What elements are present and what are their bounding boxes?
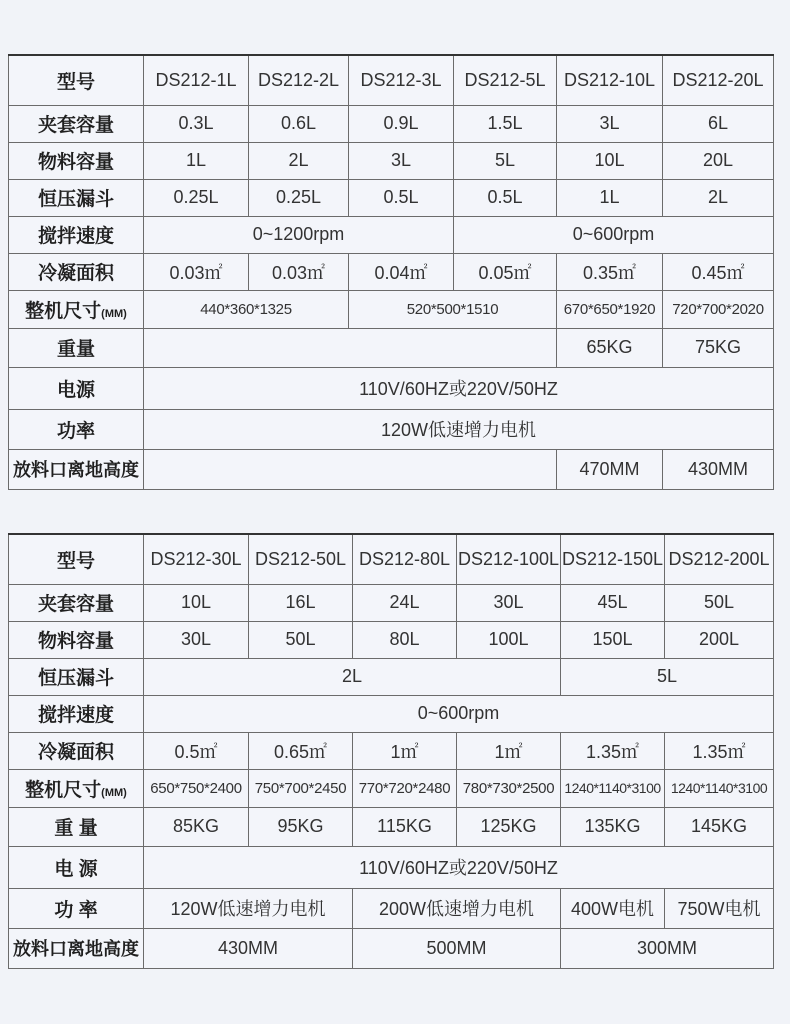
condense-area-label: 冷凝面积 [9,253,144,290]
value-cell: 0.35㎡ [557,253,663,290]
value-cell: 0.6L [249,105,349,142]
value-cell: 20L [663,142,774,179]
value-cell: 95KG [249,807,353,846]
value-cell: 16L [249,584,353,621]
value-cell: 1㎡ [353,732,457,769]
outlet-height-row [9,449,774,489]
funnel-label: 恒压漏斗 [9,658,144,695]
value-cell: 110V/60HZ或220V/50HZ [144,367,774,409]
power-supply-label: 电源 [9,367,144,409]
value-cell: 2L [663,179,774,216]
dimensions-row [9,290,774,328]
value-cell: 0.45㎡ [663,253,774,290]
model-cell: DS212-100L [457,534,561,584]
value-cell: 750W电机 [665,888,774,928]
value-cell: 780*730*2500 [457,769,561,807]
value-cell: 10L [557,142,663,179]
value-cell: 50L [249,621,353,658]
stir-speed-row [9,695,774,732]
model-cell: DS212-80L [353,534,457,584]
outlet-height-label: 放料口离地高度 [9,449,144,489]
value-cell: 670*650*1920 [557,290,663,328]
value-cell: 30L [457,584,561,621]
value-cell: 0.04㎡ [349,253,454,290]
value-cell [144,449,557,489]
outlet-height-label: 放料口离地高度 [9,928,144,968]
value-cell: 1L [557,179,663,216]
model-cell: DS212-2L [249,55,349,105]
value-cell: 3L [349,142,454,179]
value-cell: 0~1200rpm [144,216,454,253]
value-cell: 0.65㎡ [249,732,353,769]
value-cell: 300MM [561,928,774,968]
model-cell: DS212-5L [454,55,557,105]
value-cell: 30L [144,621,249,658]
power-supply-label: 电 源 [9,846,144,888]
value-cell: 0.25L [249,179,349,216]
value-cell: 0.3L [144,105,249,142]
value-cell: 430MM [663,449,774,489]
value-cell: 5L [454,142,557,179]
dimensions-label-text: 整机尺寸 [25,300,102,322]
value-cell: 1.35㎡ [561,732,665,769]
weight-row [9,807,774,846]
dimensions-unit: (MM) [101,786,127,799]
value-cell: 430MM [144,928,353,968]
model-cell: DS212-1L [144,55,249,105]
value-cell: 1㎡ [457,732,561,769]
value-cell: 125KG [457,807,561,846]
dimensions-label-text: 整机尺寸 [25,779,102,801]
value-cell: 45L [561,584,665,621]
model-cell: DS212-150L [561,534,665,584]
value-cell: 10L [144,584,249,621]
value-cell: 400W电机 [561,888,665,928]
value-cell: 135KG [561,807,665,846]
power-row [9,888,774,928]
model-cell: DS212-10L [557,55,663,105]
value-cell: 1.5L [454,105,557,142]
outlet-height-row [9,928,774,968]
value-cell: 65KG [557,328,663,367]
jacket-capacity-row [9,584,774,621]
value-cell: 75KG [663,328,774,367]
value-cell: 720*700*2020 [663,290,774,328]
model-row [9,55,774,105]
value-cell: 750*700*2450 [249,769,353,807]
power-supply-row [9,367,774,409]
value-cell: 5L [561,658,774,695]
value-cell: 0.25L [144,179,249,216]
value-cell: 24L [353,584,457,621]
stir-speed-row [9,216,774,253]
value-cell: 110V/60HZ或220V/50HZ [144,846,774,888]
jacket-capacity-label: 夹套容量 [9,105,144,142]
material-capacity-label: 物料容量 [9,142,144,179]
value-cell: 770*720*2480 [353,769,457,807]
value-cell: 6L [663,105,774,142]
funnel-row [9,179,774,216]
value-cell: 150L [561,621,665,658]
value-cell: 3L [557,105,663,142]
weight-label: 重量 [9,328,144,367]
model-cell: DS212-50L [249,534,353,584]
power-label: 功 率 [9,888,144,928]
value-cell: 0~600rpm [454,216,774,253]
value-cell: 0.9L [349,105,454,142]
model-cell: DS212-3L [349,55,454,105]
value-cell: 0.03㎡ [249,253,349,290]
model-row [9,534,774,584]
value-cell: 500MM [353,928,561,968]
spec-table-2 [8,533,774,969]
jacket-capacity-label: 夹套容量 [9,584,144,621]
value-cell: 145KG [665,807,774,846]
value-cell: 115KG [353,807,457,846]
value-cell: 520*500*1510 [349,290,557,328]
value-cell: 100L [457,621,561,658]
stir-speed-label: 搅拌速度 [9,695,144,732]
value-cell: 1.35㎡ [665,732,774,769]
condense-area-row [9,253,774,290]
value-cell: 0.5L [454,179,557,216]
funnel-label: 恒压漏斗 [9,179,144,216]
value-cell: 85KG [144,807,249,846]
dimensions-label [9,769,144,807]
value-cell: 2L [249,142,349,179]
value-cell: 0.05㎡ [454,253,557,290]
value-cell: 650*750*2400 [144,769,249,807]
stir-speed-label: 搅拌速度 [9,216,144,253]
value-cell: 120W低速增力电机 [144,409,774,449]
value-cell: 200L [665,621,774,658]
model-cell: DS212-200L [665,534,774,584]
value-cell: 0.03㎡ [144,253,249,290]
material-capacity-label: 物料容量 [9,621,144,658]
weight-label: 重 量 [9,807,144,846]
value-cell: 50L [665,584,774,621]
value-cell [144,328,557,367]
power-row [9,409,774,449]
value-cell: 1240*1140*3100 [561,769,665,807]
value-cell: 80L [353,621,457,658]
dimensions-label [9,290,144,328]
spec-table-1 [8,54,774,490]
value-cell: 1240*1140*3100 [665,769,774,807]
funnel-row [9,658,774,695]
condense-area-label: 冷凝面积 [9,732,144,769]
value-cell: 120W低速增力电机 [144,888,353,928]
value-cell: 2L [144,658,561,695]
value-cell: 200W低速增力电机 [353,888,561,928]
condense-area-row [9,732,774,769]
weight-row [9,328,774,367]
model-cell: DS212-30L [144,534,249,584]
power-label: 功率 [9,409,144,449]
value-cell: 0~600rpm [144,695,774,732]
material-capacity-row [9,621,774,658]
model-cell: DS212-20L [663,55,774,105]
dimensions-unit: (MM) [101,307,127,320]
value-cell: 470MM [557,449,663,489]
model-label: 型号 [9,534,144,584]
power-supply-row [9,846,774,888]
model-label: 型号 [9,55,144,105]
value-cell: 1L [144,142,249,179]
jacket-capacity-row [9,105,774,142]
value-cell: 0.5㎡ [144,732,249,769]
dimensions-row [9,769,774,807]
value-cell: 0.5L [349,179,454,216]
material-capacity-row [9,142,774,179]
value-cell: 440*360*1325 [144,290,349,328]
